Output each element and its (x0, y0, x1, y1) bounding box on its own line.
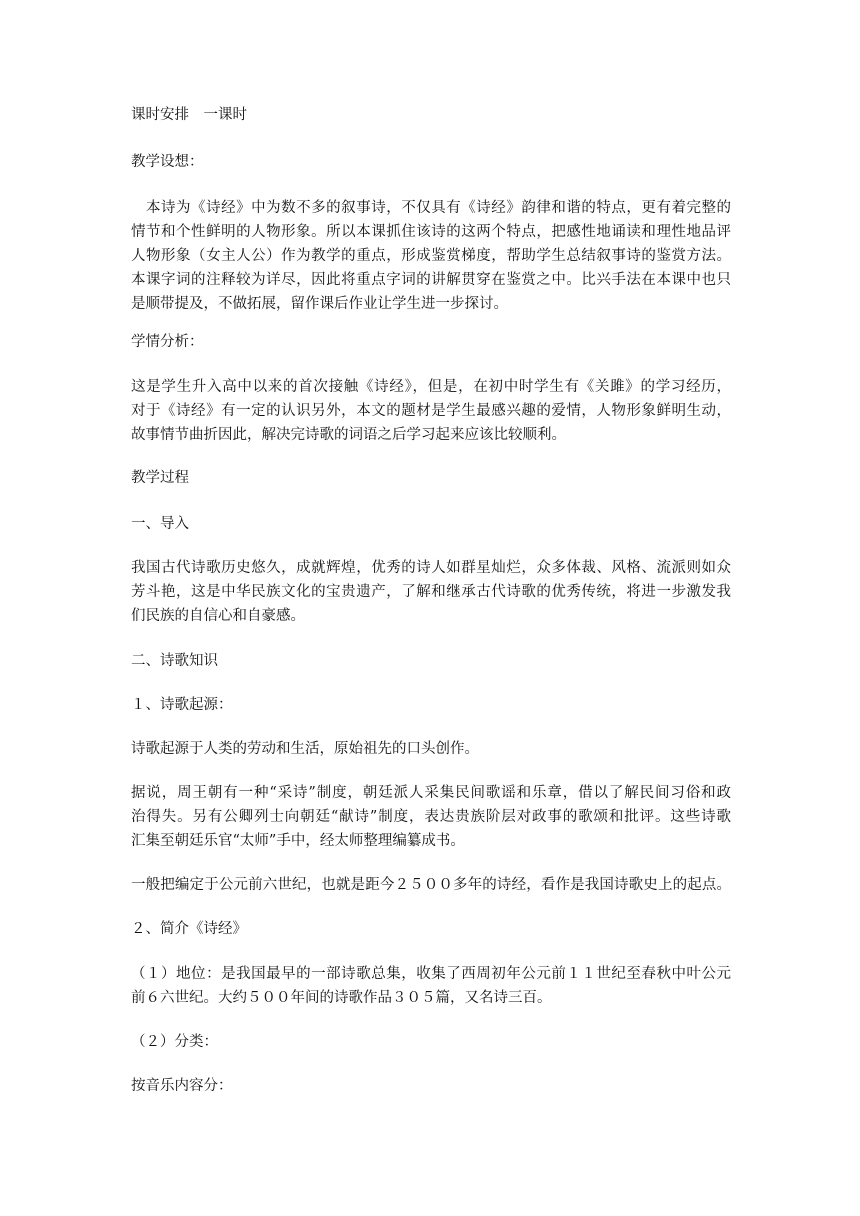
teaching-design-heading: 教学设想： (131, 154, 204, 170)
poetry-origin-heading: １、诗歌起源： (131, 697, 233, 713)
teaching-design-line-2: 情节和个性鲜明的人物形象。所以本课抓住该诗的这两个特点，把感性地诵读和理性地品评 (131, 224, 731, 240)
learner-analysis-line-2: 对于《诗经》有一定的认识另外，本文的题材是学生最感兴趣的爱情，人物形象鲜明生动， (131, 403, 731, 419)
intro-line-1: 我国古代诗歌历史悠久，成就辉煌，优秀的诗人如群星灿烂，众多体裁、风格、流派则如众 (131, 560, 731, 576)
teaching-design-line-1: 本诗为《诗经》中为数不多的叙事诗，不仅具有《诗经》韵律和谐的特点，更有着完整的 (131, 200, 731, 216)
poetry-origin-text: 诗歌起源于人类的劳动和生活，原始祖先的口头创作。 (131, 741, 479, 757)
category-heading: （２）分类： (131, 1034, 218, 1050)
teaching-process-heading: 教学过程 (131, 470, 189, 486)
status-line-1: （１）地位：是我国最早的一部诗歌总集，收集了西周初年公元前１１世纪至春秋中叶公元 (131, 966, 731, 982)
learner-analysis-line-3: 故事情节曲折因此，解决完诗歌的词语之后学习起来应该比较顺利。 (131, 427, 566, 443)
lesson-schedule: 课时安排 一课时 (131, 107, 247, 123)
teaching-design-line-5: 是顺带提及，不做拓展，留作课后作业让学生进一步探讨。 (131, 296, 508, 312)
section-intro-heading: 一、导入 (131, 516, 189, 532)
learner-analysis-line-1: 这是学生升入高中以来的首次接触《诗经》，但是，在初中时学生有《关雎》的学习经历， (131, 379, 731, 395)
intro-line-2: 芳斗艳，这是中华民族文化的宝贵遗产，了解和继承古代诗歌的优秀传统，将进一步激发我 (131, 584, 731, 600)
section-poetry-knowledge-heading: 二、诗歌知识 (131, 653, 218, 669)
music-category-heading: 按音乐内容分： (131, 1078, 233, 1094)
shijing-intro-heading: ２、简介《诗经》 (131, 921, 247, 937)
teaching-design-line-4: 本课字词的注释较为详尽，因此将重点字词的讲解贯穿在鉴赏之中。比兴手法在本课中也只 (131, 272, 731, 288)
starting-point-text: 一般把编定于公元前六世纪，也就是距今２５００多年的诗经，看作是我国诗歌史上的起点。 (131, 877, 731, 893)
status-line-2: 前６六世纪。大约５００年间的诗歌作品３０５篇，又名诗三百。 (131, 990, 552, 1006)
teaching-design-line-3: 人物形象（女主人公）作为教学的重点，形成鉴赏梯度，帮助学生总结叙事诗的鉴赏方法。 (131, 248, 731, 264)
learner-analysis-heading: 学情分析： (131, 334, 204, 350)
legend-line-3: 汇集至朝廷乐官“太师”手中，经太师整理编纂成书。 (131, 833, 465, 849)
intro-line-3: 们民族的自信心和自豪感。 (131, 608, 305, 624)
legend-line-1: 据说，周王朝有一种“采诗”制度，朝廷派人采集民间歌谣和乐章，借以了解民间习俗和政 (131, 785, 731, 801)
legend-line-2: 治得失。另有公卿列士向朝廷“献诗”制度，表达贵族阶层对政事的歌颂和批评。这些诗歌 (131, 809, 731, 825)
